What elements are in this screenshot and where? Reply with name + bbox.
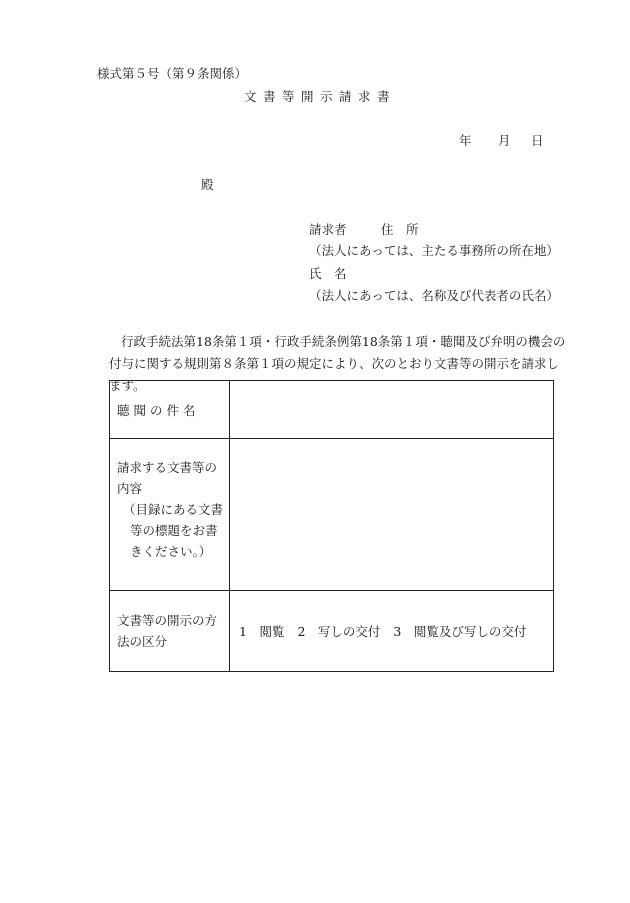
table-row-hearing: [110, 381, 554, 439]
requester-name-label: 氏 名: [309, 266, 347, 281]
method-label-line: 法の区分: [117, 634, 168, 649]
corporate-address-note: （法人にあっては、主たる事務所の所在地）: [309, 243, 559, 258]
date-year-label: 年: [459, 133, 472, 148]
method-option-copy[interactable]: 2 写しの交付: [297, 624, 381, 639]
hearing-subject-field[interactable]: [230, 381, 554, 439]
contents-label-line: 内容: [117, 481, 143, 496]
contents-label-line: きください。）: [130, 544, 212, 559]
hearing-subject-label: 聴聞の件名: [110, 381, 230, 439]
document-contents-label: [110, 439, 230, 591]
document-contents-field[interactable]: [230, 439, 554, 591]
method-option-view[interactable]: 1 閲覧: [239, 624, 285, 639]
method-option-view-and-copy[interactable]: 3 閲覧及び写しの交付: [393, 624, 527, 639]
disclosure-method-options[interactable]: [230, 591, 554, 672]
table-row-contents: [110, 439, 554, 591]
date-day-label: 日: [531, 133, 544, 148]
disclosure-method-label: [110, 591, 230, 672]
form-number: 様式第５号（第９条関係）: [97, 66, 248, 81]
request-statement: 行政手続法第18条第１項・行政手続条例第18条第１項・聴聞及び弁明の機会の付与に関する規則第８条第１項の規定により、次のとおり文書等の開示を請求します。: [109, 334, 566, 393]
table-row-method: [110, 591, 554, 672]
addressee-honorific: 殿: [201, 177, 214, 192]
request-table: [109, 380, 554, 672]
corporate-name-note: （法人にあっては、名称及び代表者の氏名）: [309, 288, 559, 303]
document-title: 文書等開示請求書: [244, 89, 397, 104]
date-month-label: 月: [498, 133, 511, 148]
requester-label: 請求者: [309, 222, 347, 237]
method-label-line: 文書等の開示の方: [117, 613, 218, 628]
contents-label-line: 等の標題をお書: [130, 523, 218, 538]
requester-address-label: 住 所: [381, 222, 419, 237]
contents-label-line: 請求する文書等の: [117, 460, 218, 475]
contents-label-line: （目録にある文書: [123, 502, 224, 517]
